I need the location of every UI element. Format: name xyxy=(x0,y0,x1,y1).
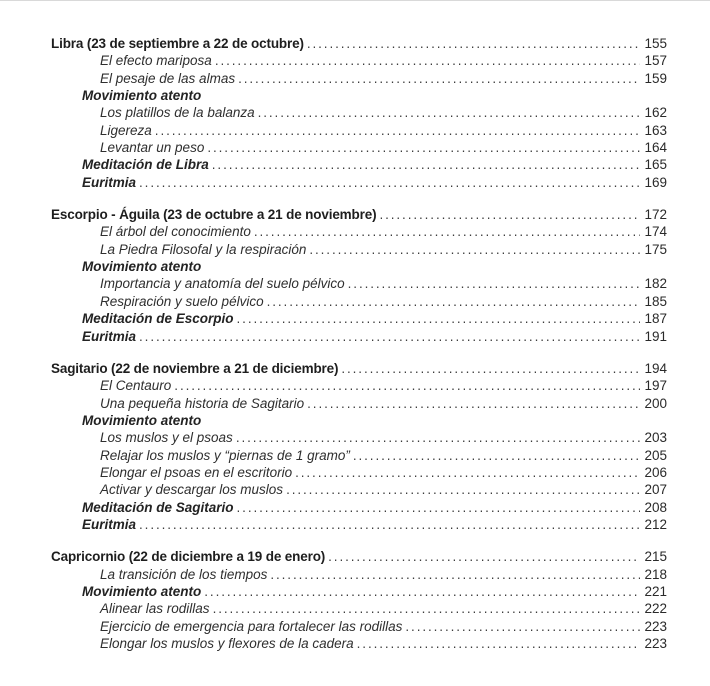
dot-leader xyxy=(309,241,640,258)
dot-leader xyxy=(341,360,640,377)
toc-entry-label: Libra (23 de septiembre a 22 de octubre) xyxy=(51,36,304,51)
toc-entry xyxy=(51,206,667,223)
toc-entry xyxy=(82,499,667,516)
toc-entry-label: El árbol del conocimiento xyxy=(100,224,251,240)
toc-entry-page: 191 xyxy=(644,328,667,344)
dot-leader xyxy=(267,293,641,310)
dot-leader xyxy=(286,481,640,498)
toc-entry xyxy=(82,583,667,600)
dot-leader xyxy=(212,156,641,173)
toc-section xyxy=(51,548,667,652)
dot-leader xyxy=(139,328,640,345)
dot-leader xyxy=(207,139,640,156)
toc-entry xyxy=(82,156,667,173)
toc-entry-page: 218 xyxy=(644,566,667,582)
toc-entry xyxy=(82,310,667,327)
toc-entry-page: 172 xyxy=(644,207,667,223)
toc-entry xyxy=(100,122,667,139)
dot-leader xyxy=(213,600,641,617)
toc-entry-page: 200 xyxy=(644,395,667,411)
toc-entry-label: Alinear las rodillas xyxy=(100,601,210,617)
toc-entry-page: 185 xyxy=(644,293,667,309)
toc-entry xyxy=(82,516,667,533)
toc-entry xyxy=(100,600,667,617)
toc-entry-page: 162 xyxy=(644,105,667,121)
toc-entry-label: Los platillos de la balanza xyxy=(100,105,255,121)
toc-entry-label: Relajar los muslos y “piernas de 1 gramo” xyxy=(100,447,350,463)
dot-leader xyxy=(174,377,640,394)
toc-entry-label: Meditación de Escorpio xyxy=(82,311,234,327)
toc-entry-label: Euritmia xyxy=(82,174,137,190)
toc-entry xyxy=(100,223,667,240)
toc-entry-label: Movimiento atento xyxy=(82,88,202,104)
toc-entry xyxy=(51,35,667,52)
toc-entry xyxy=(100,139,667,156)
toc-entry-label: Elongar el psoas en el escritorio xyxy=(100,464,293,480)
toc-entry-label: Escorpio - Águila (23 de octubre a 21 de noviembre) xyxy=(51,207,377,223)
dot-leader xyxy=(215,52,641,69)
toc-entry xyxy=(100,618,667,635)
toc-entry-page: 157 xyxy=(644,53,667,69)
toc-entry xyxy=(100,395,667,412)
toc-entry xyxy=(82,174,667,191)
dot-leader xyxy=(348,275,641,292)
toc-entry-page: 215 xyxy=(644,549,667,565)
toc-entry xyxy=(100,447,667,464)
toc-entry-page: 205 xyxy=(644,447,667,463)
toc-entry-label: Capricornio (22 de diciembre a 19 de enero) xyxy=(51,549,326,565)
dot-leader xyxy=(204,583,640,600)
page-top-edge-line xyxy=(0,0,710,1)
toc-entry xyxy=(100,377,667,394)
toc-entry-label: Euritmia xyxy=(82,328,137,344)
toc-entry-page: 163 xyxy=(644,122,667,138)
toc-entry-page: 206 xyxy=(644,464,667,480)
toc-entry-page: 164 xyxy=(644,140,667,156)
toc-entry-page: 165 xyxy=(644,157,667,173)
toc-entry-page: 223 xyxy=(644,618,667,634)
toc-entry-page: 212 xyxy=(644,516,667,532)
toc-entry-label: Ligereza xyxy=(100,122,152,138)
toc-entry-label: Movimiento atento xyxy=(82,583,202,599)
toc-entry-label: Elongar los muslos y flexores de la cadera xyxy=(100,636,354,651)
toc-entry-page: 207 xyxy=(644,482,667,498)
toc-entry xyxy=(100,104,667,121)
toc-entry-label: La transición de los tiempos xyxy=(100,566,268,582)
dot-leader xyxy=(328,548,640,565)
toc-section xyxy=(51,35,667,191)
toc-entry xyxy=(51,548,667,565)
dot-leader xyxy=(379,206,640,223)
toc-entry-page: 223 xyxy=(644,636,667,651)
dot-leader xyxy=(258,104,641,121)
toc-entry xyxy=(100,481,667,498)
toc-entry-label: Ejercicio de emergencia para fortalecer las rodillas xyxy=(100,618,403,634)
toc-entry-page: 187 xyxy=(644,311,667,327)
toc-entry-label: Euritmia xyxy=(82,516,137,532)
toc-entry-page: 169 xyxy=(644,174,667,190)
toc-entry-page: 221 xyxy=(644,583,667,599)
dot-leader xyxy=(236,429,641,446)
dot-leader xyxy=(237,499,641,516)
toc-entry-label: Respiración y suelo pélvico xyxy=(100,293,264,309)
dot-leader xyxy=(155,122,641,139)
toc-entry-label: Levantar un peso xyxy=(100,140,205,156)
dot-leader xyxy=(353,447,641,464)
dot-leader xyxy=(307,35,641,52)
toc-entry-page: 159 xyxy=(644,70,667,86)
dot-leader xyxy=(139,516,640,533)
toc-section xyxy=(51,206,667,345)
toc-entry xyxy=(100,635,667,652)
toc-entry-label: La Piedra Filosofal y la respiración xyxy=(100,241,307,257)
dot-leader xyxy=(295,464,640,481)
toc-entry-label: Activar y descargar los muslos xyxy=(100,482,284,498)
dot-leader xyxy=(139,174,640,191)
dot-leader xyxy=(357,635,641,652)
dot-leader xyxy=(405,618,640,635)
toc-entry xyxy=(100,464,667,481)
toc-entry-label: Movimiento atento xyxy=(82,412,202,428)
toc-entry-label: Sagitario (22 de noviembre a 21 de diciembre) xyxy=(51,360,339,376)
toc-entry-page: 222 xyxy=(644,601,667,617)
toc-entry-page: 203 xyxy=(644,430,667,446)
toc-entry-page: 182 xyxy=(644,276,667,292)
toc-entry-label: El efecto mariposa xyxy=(100,53,212,69)
toc-entry xyxy=(100,275,667,292)
toc-entry xyxy=(100,70,667,87)
dot-leader xyxy=(238,70,640,87)
toc-entry xyxy=(100,293,667,310)
toc-entry xyxy=(82,412,667,429)
toc-entry-page: 194 xyxy=(644,360,667,376)
toc-entry-label: Meditación de Sagitario xyxy=(82,499,234,515)
toc-section xyxy=(51,360,667,533)
toc-entry xyxy=(100,52,667,69)
toc-entry-label: Los muslos y el psoas xyxy=(100,430,233,446)
toc-entry xyxy=(82,328,667,345)
toc-entry-page: 174 xyxy=(644,224,667,240)
dot-leader xyxy=(254,223,641,240)
toc-entry-label: El pesaje de las almas xyxy=(100,70,236,86)
toc-entry-label: Movimiento atento xyxy=(82,259,202,275)
toc-entry xyxy=(100,241,667,258)
toc-entry xyxy=(82,258,667,275)
dot-leader xyxy=(237,310,641,327)
toc-entry xyxy=(51,360,667,377)
table-of-contents xyxy=(51,35,667,652)
dot-leader xyxy=(270,566,640,583)
toc-entry-label: Una pequeña historia de Sagitario xyxy=(100,395,305,411)
toc-entry-label: Importancia y anatomía del suelo pélvico xyxy=(100,276,345,292)
toc-entry-page: 175 xyxy=(644,241,667,257)
toc-entry-page: 155 xyxy=(644,36,667,51)
toc-entry xyxy=(100,429,667,446)
toc-entry-page: 197 xyxy=(644,378,667,394)
toc-entry-label: Meditación de Libra xyxy=(82,157,209,173)
toc-entry xyxy=(100,566,667,583)
toc-entry-label: El Centauro xyxy=(100,378,172,394)
toc-entry xyxy=(82,87,667,104)
dot-leader xyxy=(307,395,640,412)
toc-entry-page: 208 xyxy=(644,499,667,515)
